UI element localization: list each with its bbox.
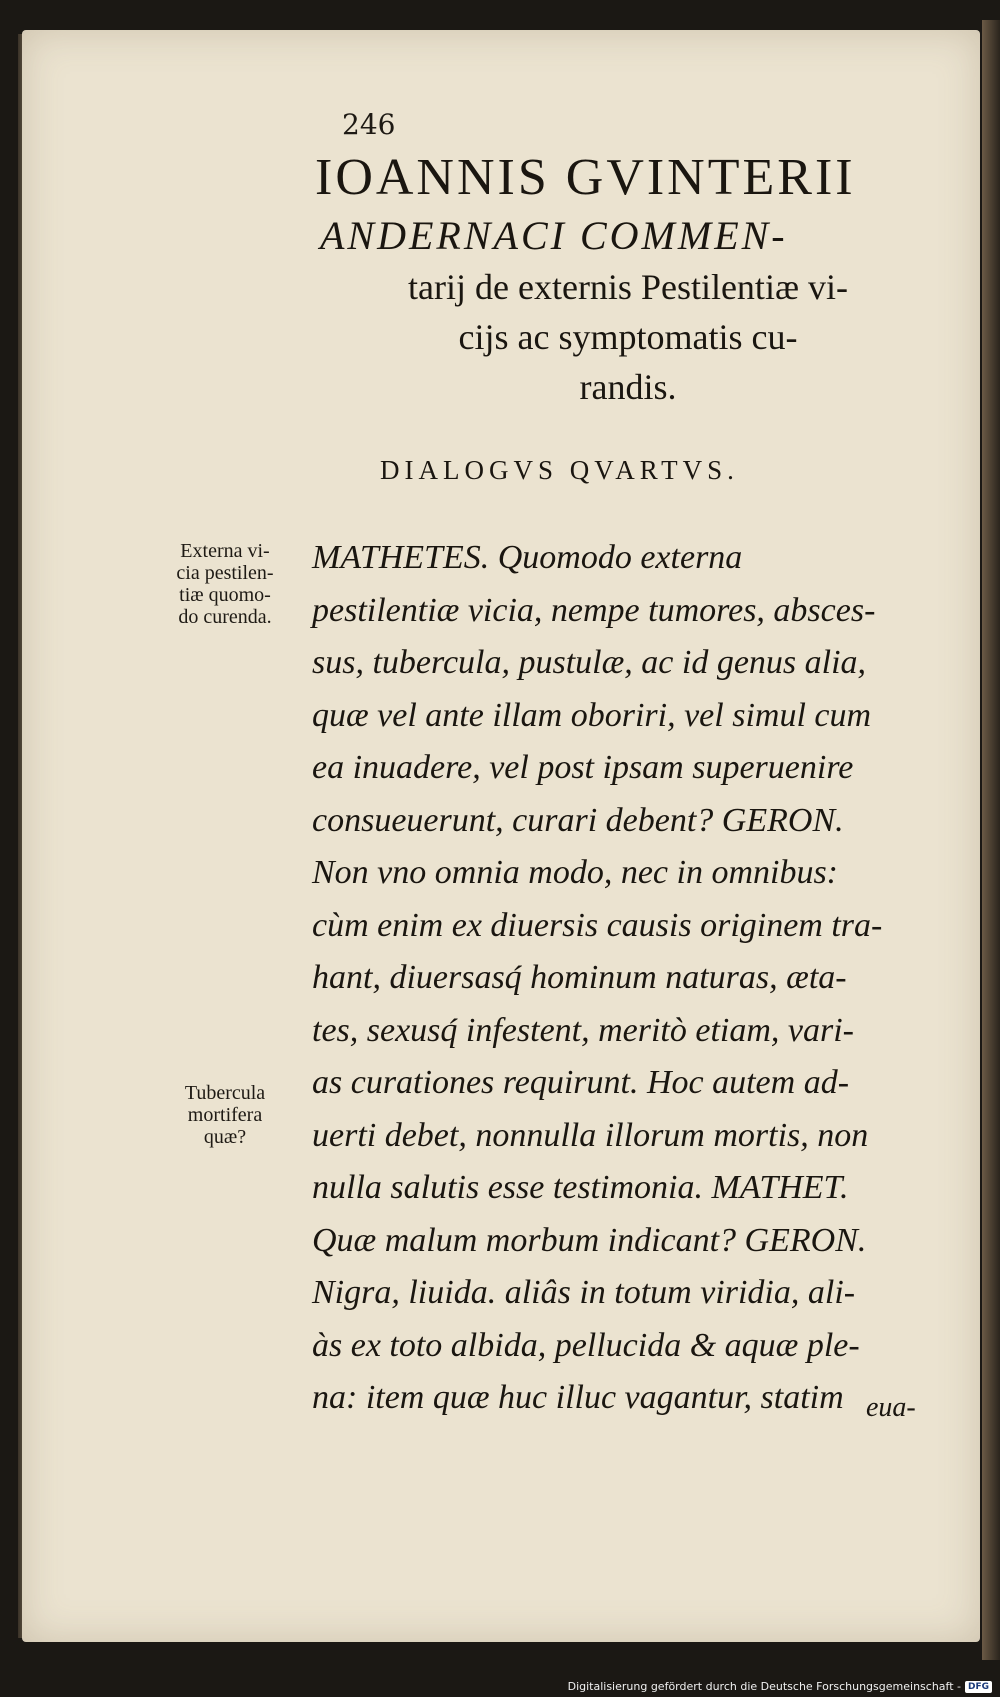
text-line: Non vno omnia modo, nec in omnibus: bbox=[312, 854, 839, 891]
text-line: na: item quæ huc illuc vagantur, statim bbox=[312, 1379, 844, 1416]
title-author: IOANNIS GVINTERII bbox=[315, 149, 856, 206]
marginal-note bbox=[150, 1082, 300, 1148]
dfg-logo-icon: DFG bbox=[965, 1681, 992, 1693]
title-line: tarij de externis Pestilentiæ vi- bbox=[408, 267, 848, 307]
text-line: Nigra, liuida. aliâs in totum viridia, ali- bbox=[312, 1274, 856, 1311]
title-author-origin: ANDERNACI COMMEN- bbox=[320, 213, 788, 258]
marginal-note bbox=[150, 540, 300, 628]
digitization-footer bbox=[568, 1680, 992, 1693]
marginal-line: do curenda. bbox=[178, 606, 272, 628]
section-heading: DIALOGVS QVARTVS. bbox=[380, 455, 739, 485]
marginal-line: Externa vi- bbox=[180, 540, 270, 562]
page-number: 246 bbox=[342, 108, 396, 141]
text-line: Quæ malum morbum indicant? GERON. bbox=[312, 1221, 867, 1259]
footer-credit: Digitalisierung gefördert durch die Deutsche Forschungsgemeinschaft - bbox=[567, 1680, 961, 1693]
text-line: pestilentiæ vicia, nempe tumores, absces- bbox=[312, 591, 876, 629]
text-line: as curationes requirunt. Hoc autem ad- bbox=[312, 1064, 850, 1101]
text-line: MATHETES. Quomodo externa bbox=[312, 539, 743, 576]
marginal-line: cia pestilen- bbox=[176, 562, 274, 584]
text-line: quæ vel ante illam oboriri, vel simul cum bbox=[312, 696, 872, 734]
text-line: hant, diuersasq́ hominum naturas, æta- bbox=[312, 959, 847, 996]
text-line: nulla salutis esse testimonia. MATHET. bbox=[312, 1169, 849, 1206]
text-line: uerti debet, nonnulla illorum mortis, non bbox=[312, 1116, 869, 1154]
marginal-line: mortifera bbox=[187, 1104, 263, 1126]
book-spine bbox=[982, 20, 1000, 1660]
text-line: às ex toto albida, pellucida & aquæ ple- bbox=[312, 1326, 860, 1364]
text-line: cùm enim ex diuersis causis originem tra- bbox=[312, 906, 883, 944]
text-line: sus, tubercula, pustulæ, ac id genus alia, bbox=[312, 644, 867, 681]
catchword: eua- bbox=[866, 1392, 916, 1423]
title-line: cijs ac symptomatis cu- bbox=[458, 317, 798, 357]
text-line: ea inuadere, vel post ipsam superuenire bbox=[312, 749, 854, 786]
title-line: randis. bbox=[579, 367, 677, 407]
title-subject bbox=[308, 262, 948, 412]
text-line: tes, sexusq́ infestent, meritò etiam, vari- bbox=[312, 1011, 855, 1049]
marginal-line: tiæ quomo- bbox=[179, 584, 271, 606]
text-line: consueuerunt, curari debent? GERON. bbox=[312, 801, 844, 839]
body-text bbox=[312, 532, 942, 1425]
marginal-line: quæ? bbox=[203, 1126, 247, 1148]
marginal-line: Tubercula bbox=[184, 1082, 266, 1104]
